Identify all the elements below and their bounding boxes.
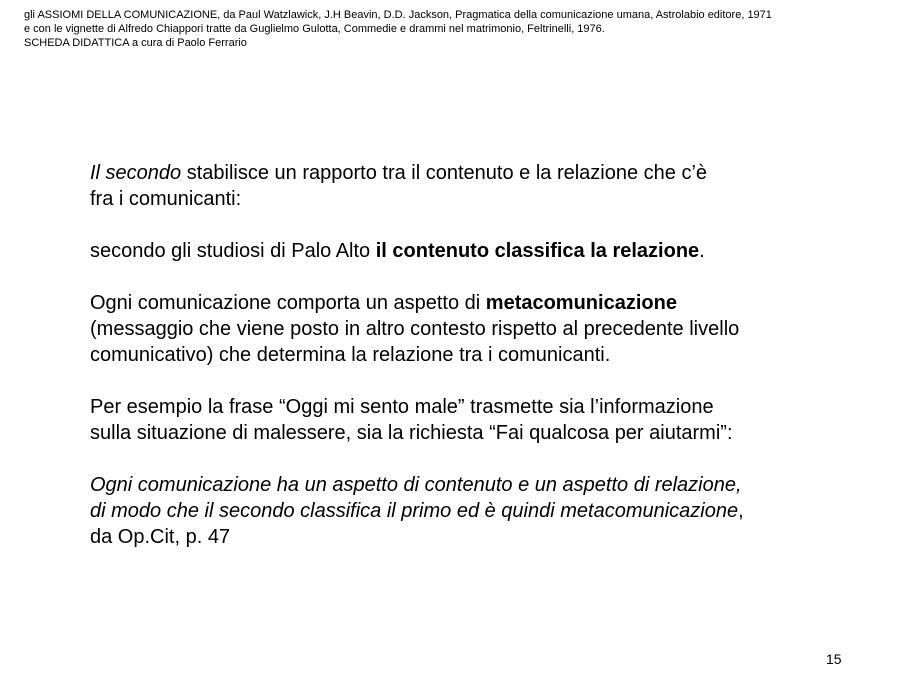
text-span: , — [738, 500, 744, 522]
paragraph-metacommunication — [90, 290, 870, 368]
paragraph-second-axiom — [90, 160, 870, 212]
paragraph-line — [90, 290, 870, 316]
paragraph-line — [90, 160, 870, 186]
text-span: secondo gli studiosi di Palo Alto — [90, 240, 376, 262]
paragraph-line: Per esempio la frase “Oggi mi sento male” trasmette sia l’informazione — [90, 396, 714, 418]
slide-body — [90, 160, 870, 550]
paragraph-line: da Op.Cit, p. 47 — [90, 526, 231, 548]
paragraph-quote — [90, 472, 870, 550]
paragraph-line: sulla situazione di malessere, sia la richiesta “Fai qualcosa per aiutarmi”: — [90, 422, 733, 444]
text-span: Ogni comunicazione comporta un aspetto di — [90, 292, 486, 314]
citation-line-2: e con le vignette di Alfredo Chiappori tratte da Guglielmo Gulotta, Commedie e drammi nel matrimonio, Feltrinelli, 1976. — [24, 23, 605, 35]
page-number: 15 — [826, 651, 842, 667]
italic-phrase: di modo che il secondo classifica il primo ed è quindi metacomunicazione — [90, 500, 739, 522]
citation-line-1: gli ASSIOMI DELLA COMUNICAZIONE, da Paul Watzlawick, J.H Beavin, D.D. Jackson, Pragmatica della comunicazione umana, Astrolabio editore, 1971 — [24, 9, 772, 21]
paragraph-line — [90, 238, 870, 264]
citation-header — [24, 8, 884, 50]
bold-phrase: il contenuto classifica la relazione — [375, 240, 700, 262]
paragraph-line: Ogni comunicazione ha un aspetto di contenuto e un aspetto di relazione, — [90, 474, 742, 496]
paragraph-line — [90, 498, 870, 524]
italic-phrase: Il secondo — [90, 162, 182, 184]
paragraph-line: fra i comunicanti: — [90, 188, 242, 210]
paragraph-palo-alto — [90, 238, 870, 264]
text-span: . — [699, 240, 705, 262]
paragraph-line: comunicativo) che determina la relazione tra i comunicanti. — [90, 344, 611, 366]
text-span: stabilisce un rapporto tra il contenuto e la relazione che c’è — [181, 162, 708, 184]
paragraph-example — [90, 394, 870, 446]
citation-line-3: SCHEDA DIDATTICA a cura di Paolo Ferrario — [24, 37, 247, 49]
paragraph-line: (messaggio che viene posto in altro contesto rispetto al precedente livello — [90, 318, 740, 340]
bold-phrase: metacomunicazione — [485, 292, 677, 314]
